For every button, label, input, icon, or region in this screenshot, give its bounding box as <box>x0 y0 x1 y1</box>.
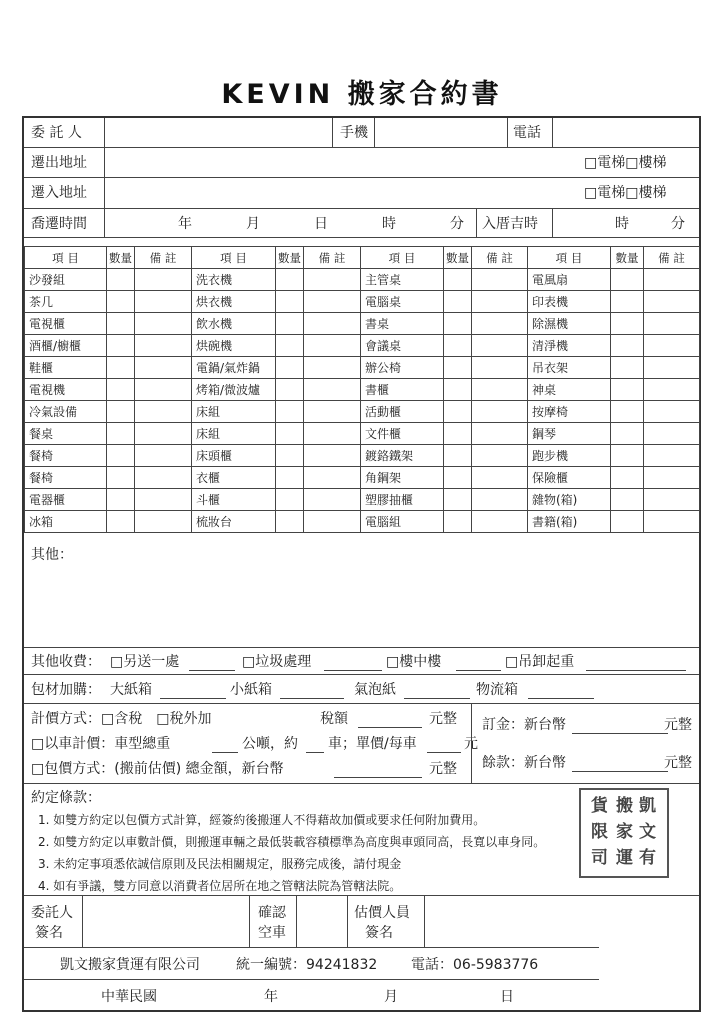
by-truck-unit-price: 車；單價/每車 <box>328 736 417 752</box>
item-note-cell[interactable] <box>472 489 528 511</box>
client-row <box>24 118 699 148</box>
item-note-cell[interactable] <box>644 291 700 313</box>
footer-day-unit: 日 <box>500 989 514 1005</box>
item-name: 烤箱/微波爐 <box>192 379 276 401</box>
item-name: 保險櫃 <box>528 467 611 489</box>
item-qty-cell[interactable] <box>611 445 644 467</box>
item-name: 雜物(箱) <box>528 489 611 511</box>
item-qty-cell[interactable] <box>107 489 135 511</box>
qty-header: 數量 <box>444 247 472 269</box>
item-note-cell[interactable] <box>472 313 528 335</box>
item-name: 斗櫃 <box>192 489 276 511</box>
item-qty-cell[interactable] <box>444 467 472 489</box>
movein-minute-unit: 分 <box>671 216 685 232</box>
empty-truck-field[interactable] <box>297 896 346 947</box>
item-qty-cell[interactable] <box>611 379 644 401</box>
item-name: 印表機 <box>528 291 611 313</box>
item-name: 清淨機 <box>528 335 611 357</box>
table-row <box>25 423 700 445</box>
item-qty-cell[interactable] <box>444 379 472 401</box>
era-label: 中華民國 <box>101 989 157 1005</box>
term-line-1: 1. 如雙方約定以包價方式計算，經簽約後搬運人不得藉故加價或要求任何附加費用。 <box>38 813 486 827</box>
pricing-method-options[interactable]: 計價方式：□含稅 □稅外加 <box>31 711 212 727</box>
item-note-cell[interactable] <box>472 291 528 313</box>
item-qty-cell[interactable] <box>611 467 644 489</box>
item-name: 飲水機 <box>192 313 276 335</box>
item-qty-cell[interactable] <box>107 423 135 445</box>
item-note-cell[interactable] <box>472 269 528 291</box>
item-note-cell[interactable] <box>644 335 700 357</box>
item-note-cell[interactable] <box>304 291 361 313</box>
item-qty-cell[interactable] <box>444 423 472 445</box>
from-address-row <box>24 148 699 178</box>
item-qty-cell[interactable] <box>276 467 304 489</box>
from-address-label: 遷出地址 <box>31 155 87 171</box>
item-name: 餐椅 <box>25 445 107 467</box>
item-note-cell[interactable] <box>472 335 528 357</box>
balance-label: 餘款：新台幣 <box>482 755 566 771</box>
term-line-3: 3. 未約定事項悉依誠信原則及民法相關規定，服務完成後，請付現金 <box>38 857 402 871</box>
client-sign-label-top: 委託人 <box>31 905 73 921</box>
move-day-unit: 日 <box>314 216 328 232</box>
item-note-cell[interactable] <box>135 357 192 379</box>
move-date-row <box>24 209 699 238</box>
other-area[interactable] <box>24 537 699 648</box>
item-name: 鋼琴 <box>528 423 611 445</box>
item-qty-cell[interactable] <box>611 489 644 511</box>
item-name: 塑膠抽櫃 <box>361 489 444 511</box>
item-qty-cell[interactable] <box>611 357 644 379</box>
item-qty-cell[interactable] <box>107 291 135 313</box>
packing-label: 包材加購： <box>31 682 101 698</box>
item-note-cell[interactable] <box>135 511 192 533</box>
deposit-unit: 元整 <box>664 717 692 733</box>
item-qty-cell[interactable] <box>276 269 304 291</box>
qty-header: 數量 <box>276 247 304 269</box>
item-note-cell[interactable] <box>304 489 361 511</box>
item-name: 書桌 <box>361 313 444 335</box>
move-month-unit: 月 <box>246 216 260 232</box>
table-row <box>25 379 700 401</box>
qty-header: 數量 <box>611 247 644 269</box>
note-header: 備 註 <box>304 247 361 269</box>
packing-row <box>24 675 699 704</box>
item-note-cell[interactable] <box>135 335 192 357</box>
other-fees-row <box>24 648 699 675</box>
item-note-cell[interactable] <box>472 401 528 423</box>
item-note-cell[interactable] <box>644 423 700 445</box>
item-name: 活動櫃 <box>361 401 444 423</box>
table-row <box>25 313 700 335</box>
by-truck-checkbox[interactable]: □以車計價：車型總重 <box>31 736 171 752</box>
item-name: 床頭櫃 <box>192 445 276 467</box>
client-label: 委 託 人 <box>31 125 82 141</box>
item-qty-cell[interactable] <box>444 489 472 511</box>
estimator-label-bottom: 簽名 <box>365 925 393 941</box>
item-name: 床組 <box>192 423 276 445</box>
item-note-cell[interactable] <box>644 357 700 379</box>
tax-label: 稅額 <box>320 711 348 727</box>
item-note-cell[interactable] <box>135 445 192 467</box>
item-note-cell[interactable] <box>644 269 700 291</box>
item-note-cell[interactable] <box>304 335 361 357</box>
package-price-checkbox[interactable]: □包價方式：(搬前估價) 總金額，新台幣 <box>31 761 284 777</box>
items-table <box>24 246 700 533</box>
to-address-label: 遷入地址 <box>31 185 87 201</box>
fee-garbage-checkbox[interactable]: □垃圾處理 <box>242 654 312 670</box>
item-qty-cell[interactable] <box>107 401 135 423</box>
item-note-cell[interactable] <box>135 313 192 335</box>
movein-time-label: 入厝吉時 <box>482 216 538 232</box>
item-qty-cell[interactable] <box>276 335 304 357</box>
other-label: 其他： <box>31 547 73 563</box>
item-name: 文件櫃 <box>361 423 444 445</box>
item-note-cell[interactable] <box>644 489 700 511</box>
item-qty-cell[interactable] <box>276 445 304 467</box>
item-qty-cell[interactable] <box>276 357 304 379</box>
item-note-cell[interactable] <box>472 423 528 445</box>
item-qty-cell[interactable] <box>276 489 304 511</box>
item-note-cell[interactable] <box>135 423 192 445</box>
contract-title: KEVIN 搬家合約書 <box>221 79 503 110</box>
item-qty-cell[interactable] <box>276 511 304 533</box>
item-note-cell[interactable] <box>135 401 192 423</box>
note-header: 備 註 <box>135 247 192 269</box>
item-name: 餐桌 <box>25 423 107 445</box>
footer-month-unit: 月 <box>384 989 398 1005</box>
table-row <box>25 291 700 313</box>
item-name: 電風扇 <box>528 269 611 291</box>
client-signature-field[interactable] <box>83 896 248 947</box>
item-name: 電鍋/氣炸鍋 <box>192 357 276 379</box>
item-note-cell[interactable] <box>304 269 361 291</box>
item-name: 書櫃 <box>361 379 444 401</box>
company-name: 凱文搬家貨運有限公司 <box>60 957 200 973</box>
item-qty-cell[interactable] <box>107 379 135 401</box>
other-fees-label: 其他收費： <box>31 654 101 670</box>
item-note-cell[interactable] <box>135 291 192 313</box>
item-qty-cell[interactable] <box>611 401 644 423</box>
bubble-wrap-label: 氣泡紙 <box>354 682 396 698</box>
item-name: 沙發組 <box>25 269 107 291</box>
table-row <box>25 269 700 291</box>
table-row <box>25 489 700 511</box>
qty-header: 數量 <box>107 247 135 269</box>
item-note-cell[interactable] <box>472 511 528 533</box>
mobile-label: 手機 <box>340 125 368 141</box>
items-header-row <box>25 247 700 269</box>
note-header: 備 註 <box>472 247 528 269</box>
move-year-unit: 年 <box>178 216 192 232</box>
item-qty-cell[interactable] <box>276 291 304 313</box>
item-note-cell[interactable] <box>304 401 361 423</box>
item-name: 電腦組 <box>361 511 444 533</box>
note-header: 備 註 <box>644 247 700 269</box>
item-note-cell[interactable] <box>644 379 700 401</box>
item-qty-cell[interactable] <box>276 379 304 401</box>
item-header: 項 目 <box>528 247 611 269</box>
fee-duplex-checkbox[interactable]: □樓中樓 <box>386 654 442 670</box>
item-name: 冷氣設備 <box>25 401 107 423</box>
item-name: 床組 <box>192 401 276 423</box>
item-qty-cell[interactable] <box>444 511 472 533</box>
item-note-cell[interactable] <box>644 467 700 489</box>
tax-unit: 元整 <box>429 711 457 727</box>
item-note-cell[interactable] <box>472 357 528 379</box>
estimator-signature-field[interactable] <box>425 896 603 947</box>
table-row <box>25 467 700 489</box>
item-name: 辦公椅 <box>361 357 444 379</box>
item-name: 主管桌 <box>361 269 444 291</box>
item-header: 項 目 <box>25 247 107 269</box>
item-note-cell[interactable] <box>304 423 361 445</box>
item-qty-cell[interactable] <box>276 313 304 335</box>
item-note-cell[interactable] <box>304 467 361 489</box>
logistics-box-label: 物流箱 <box>476 682 518 698</box>
by-truck-unit-ton: 公噸，約 <box>242 736 298 752</box>
company-tax-id: 統一編號：94241832 <box>236 957 378 973</box>
table-row <box>25 335 700 357</box>
table-row <box>25 401 700 423</box>
item-qty-cell[interactable] <box>611 269 644 291</box>
signature-row <box>24 896 599 948</box>
item-note-cell[interactable] <box>135 489 192 511</box>
from-address-field[interactable] <box>105 148 575 177</box>
fee-another-location-checkbox[interactable]: □另送一處 <box>110 654 180 670</box>
balance-unit: 元整 <box>664 755 692 771</box>
item-qty-cell[interactable] <box>107 335 135 357</box>
item-qty-cell[interactable] <box>444 313 472 335</box>
item-name: 電器櫃 <box>25 489 107 511</box>
item-qty-cell[interactable] <box>107 445 135 467</box>
item-name: 烘衣機 <box>192 291 276 313</box>
item-name: 角鋼架 <box>361 467 444 489</box>
item-name: 茶几 <box>25 291 107 313</box>
company-seal: 凱 文 有 搬 家 運 貨 限 司 <box>579 788 669 878</box>
item-qty-cell[interactable] <box>444 357 472 379</box>
item-name: 電視機 <box>25 379 107 401</box>
small-box-label: 小紙箱 <box>230 682 272 698</box>
item-note-cell[interactable] <box>304 357 361 379</box>
item-qty-cell[interactable] <box>611 511 644 533</box>
fee-crane-checkbox[interactable]: □吊卸起重 <box>505 654 575 670</box>
item-name: 神桌 <box>528 379 611 401</box>
item-note-cell[interactable] <box>304 445 361 467</box>
item-qty-cell[interactable] <box>107 357 135 379</box>
item-qty-cell[interactable] <box>107 467 135 489</box>
item-name: 鞋櫃 <box>25 357 107 379</box>
item-qty-cell[interactable] <box>107 511 135 533</box>
confirm-label-top: 確認 <box>258 905 286 921</box>
term-line-4: 4. 如有爭議，雙方同意以消費者位居所在地之管轄法院為管轄法院。 <box>38 879 402 893</box>
item-qty-cell[interactable] <box>276 423 304 445</box>
phone-field[interactable] <box>553 118 699 147</box>
item-name: 電腦桌 <box>361 291 444 313</box>
deposit-label: 訂金：新台幣 <box>482 717 566 733</box>
item-name: 除濕機 <box>528 313 611 335</box>
item-note-cell[interactable] <box>135 379 192 401</box>
footer-year-unit: 年 <box>264 989 278 1005</box>
item-note-cell[interactable] <box>472 445 528 467</box>
item-note-cell[interactable] <box>644 445 700 467</box>
by-truck-unit-yuan: 元 <box>464 736 478 752</box>
item-note-cell[interactable] <box>644 313 700 335</box>
mobile-field[interactable] <box>375 118 506 147</box>
item-note-cell[interactable] <box>472 467 528 489</box>
estimator-label-top: 估價人員 <box>354 905 410 921</box>
move-hour-unit: 時 <box>382 216 396 232</box>
item-name: 電視櫃 <box>25 313 107 335</box>
item-header: 項 目 <box>192 247 276 269</box>
table-row <box>25 511 700 533</box>
move-minute-unit: 分 <box>450 216 464 232</box>
to-address-row <box>24 178 699 209</box>
date-footer <box>24 980 599 1010</box>
item-name: 鍍鉻鐵架 <box>361 445 444 467</box>
big-box-label: 大紙箱 <box>110 682 152 698</box>
item-note-cell[interactable] <box>644 511 700 533</box>
item-name: 餐椅 <box>25 467 107 489</box>
to-address-field[interactable] <box>105 178 575 208</box>
table-row <box>25 445 700 467</box>
item-note-cell[interactable] <box>135 269 192 291</box>
company-row <box>24 948 599 980</box>
item-qty-cell[interactable] <box>611 291 644 313</box>
pricing-block <box>24 704 699 784</box>
from-elevator-options[interactable]: □電梯□樓梯 <box>584 155 667 171</box>
move-date-label: 喬遷時間 <box>31 216 87 232</box>
client-field[interactable] <box>105 118 331 147</box>
phone-label: 電話 <box>513 125 541 141</box>
item-name: 會議桌 <box>361 335 444 357</box>
client-sign-label-bottom: 簽名 <box>35 925 63 941</box>
item-name: 烘碗機 <box>192 335 276 357</box>
item-qty-cell[interactable] <box>611 335 644 357</box>
term-line-2: 2. 如雙方約定以車數計價，則搬運車輛之最低裝載容積標準為高度與車頭同高，長寬以車身同。 <box>38 835 546 849</box>
confirm-label-bottom: 空車 <box>258 925 286 941</box>
item-note-cell[interactable] <box>304 313 361 335</box>
item-name: 酒櫃/櫥櫃 <box>25 335 107 357</box>
item-name: 冰箱 <box>25 511 107 533</box>
item-note-cell[interactable] <box>644 401 700 423</box>
terms-label: 約定條款： <box>31 790 101 806</box>
item-note-cell[interactable] <box>304 379 361 401</box>
item-qty-cell[interactable] <box>107 313 135 335</box>
item-name: 衣櫃 <box>192 467 276 489</box>
company-phone: 電話：06-5983776 <box>411 957 539 973</box>
table-row <box>25 357 700 379</box>
item-header: 項 目 <box>361 247 444 269</box>
item-qty-cell[interactable] <box>611 423 644 445</box>
item-qty-cell[interactable] <box>444 335 472 357</box>
to-elevator-options[interactable]: □電梯□樓梯 <box>584 185 667 201</box>
item-name: 書籍(箱) <box>528 511 611 533</box>
movein-hour-unit: 時 <box>615 216 629 232</box>
item-qty-cell[interactable] <box>444 291 472 313</box>
item-qty-cell[interactable] <box>444 401 472 423</box>
item-note-cell[interactable] <box>135 467 192 489</box>
item-name: 按摩椅 <box>528 401 611 423</box>
item-qty-cell[interactable] <box>107 269 135 291</box>
package-price-unit: 元整 <box>429 761 457 777</box>
item-qty-cell[interactable] <box>444 445 472 467</box>
item-name: 梳妝台 <box>192 511 276 533</box>
item-qty-cell[interactable] <box>611 313 644 335</box>
item-qty-cell[interactable] <box>444 269 472 291</box>
item-name: 跑步機 <box>528 445 611 467</box>
item-note-cell[interactable] <box>472 379 528 401</box>
item-note-cell[interactable] <box>304 511 361 533</box>
item-qty-cell[interactable] <box>276 401 304 423</box>
item-name: 吊衣架 <box>528 357 611 379</box>
item-name: 洗衣機 <box>192 269 276 291</box>
